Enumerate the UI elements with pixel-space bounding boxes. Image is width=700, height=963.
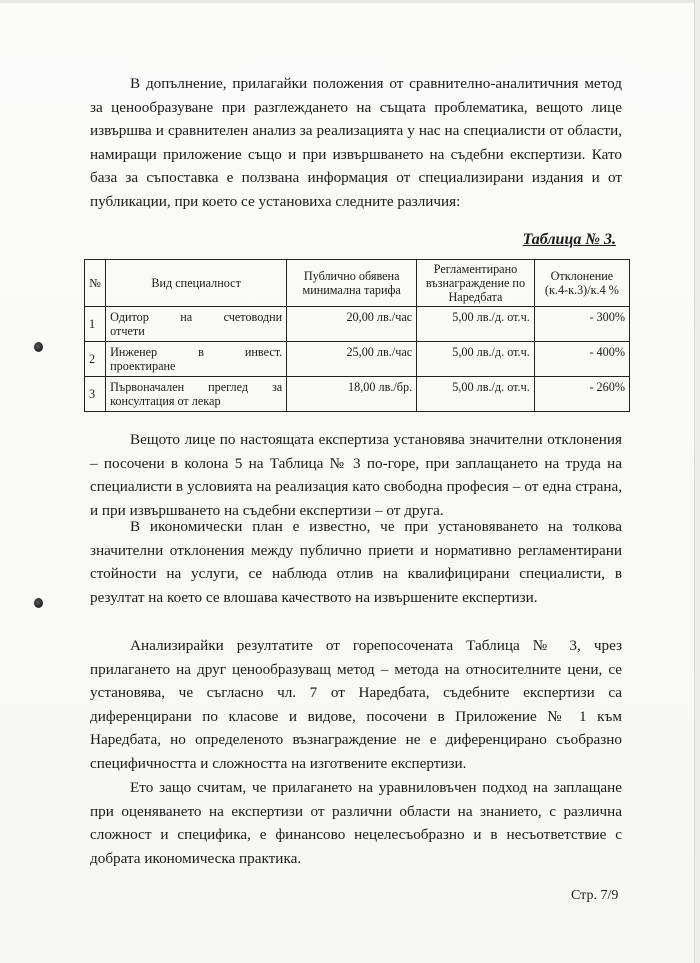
cell-public: 25,00 лв./час — [287, 342, 417, 377]
table-row — [85, 377, 630, 412]
comparison-table — [84, 259, 630, 412]
cell-type — [106, 377, 287, 412]
header-num: № — [85, 260, 106, 307]
page-edge-right — [694, 0, 700, 963]
cell-type-line1: Първоначален преглед за — [110, 380, 283, 394]
header-public: Публично обявена минимална тарифа — [287, 260, 417, 307]
cell-regulated: 5,00 лв./д. от.ч. — [417, 307, 535, 342]
table-caption: Таблица № 3. — [522, 231, 616, 248]
cell-type-line2: отчети — [110, 324, 145, 338]
cell-num: 1 — [85, 307, 106, 342]
paragraph-economic: В икономически план е известно, че при установяването на толкова значителни отклонения между публично приети и нормативно регламентирани стойности на услуги, се наблюда отлив на квалифицирани специалисти, в резултат на което се влошава качеството на извършените експертизи. — [90, 518, 622, 606]
cell-num: 3 — [85, 377, 106, 412]
paragraph-conclusion: Ето защо считам, че прилагането на уравниловъчен подход на заплащане при оценяването на експертизи от различни области на знанието, с различна сложност и специфика, е финансово нецелесъобразно и в несъответствие с добрата икономическа практика. — [90, 779, 622, 867]
cell-type-line2: консултация от лекар — [110, 394, 221, 408]
table-header-row — [85, 260, 630, 307]
cell-public: 18,00 лв./бр. — [287, 377, 417, 412]
cell-type — [106, 342, 287, 377]
punch-hole-icon — [34, 342, 43, 352]
header-type: Вид специалност — [106, 260, 287, 307]
cell-deviation: - 300% — [534, 307, 629, 342]
paragraph-intro: В допълнение, прилагайки положения от сравнително-аналитичния метод за ценообразуване при разглеждането на същата проблематика, вещото лице извършва и сравнителен анализ за реализацията у нас на специалисти от области, намиращи приложение също и при извършването на съдебни експертизи. Като база за съпоставка е ползвана информация от специализирани издания и от публикации, при което се установиха следните различия: — [90, 75, 622, 210]
cell-deviation: - 260% — [534, 377, 629, 412]
paragraph-deviations: Вещото лице по настоящата експертиза установява значителни отклонения – посочени в колона 5 на Таблица № 3 по-горе, при заплащането на труда на специалисти в условията на реализация като свободна професия – от една страна, и при извършването на съдебни експертизи – от друга. — [90, 431, 622, 519]
cell-public: 20,00 лв./час — [287, 307, 417, 342]
cell-type-line2: проектиране — [110, 359, 176, 373]
cell-type — [106, 307, 287, 342]
paragraph-analysis: Анализирайки резултатите от горепосочената Таблица № 3, чрез прилагането на друг ценообразуващ метод – метода на относителните цени, се установява, че съгласно чл. 7 от Наредбата, съдебните експертизи са диференцирани по класове и видове, посочени в Приложение № 1 към Наредбата, но определеното възнаграждение не е диференцирано съобразно специфичността и сложността на изготвените експертизи. — [90, 637, 622, 772]
header-regulated: Регламентирано възнаграждение по Наредбата — [417, 260, 535, 307]
page-number: Стр. 7/9 — [571, 888, 619, 903]
table-row — [85, 307, 630, 342]
cell-type-line1: Инженер в инвест. — [110, 345, 283, 359]
table-row — [85, 342, 630, 377]
cell-regulated: 5,00 лв./д. от.ч. — [417, 377, 535, 412]
punch-hole-icon — [34, 598, 43, 608]
cell-type-line1: Одитор на счетоводни — [110, 310, 283, 324]
cell-num: 2 — [85, 342, 106, 377]
page-edge-top — [0, 0, 700, 3]
header-deviation: Отклонение (к.4-к.3)/к.4 % — [534, 260, 629, 307]
cell-regulated: 5,00 лв./д. от.ч. — [417, 342, 535, 377]
cell-deviation: - 400% — [534, 342, 629, 377]
